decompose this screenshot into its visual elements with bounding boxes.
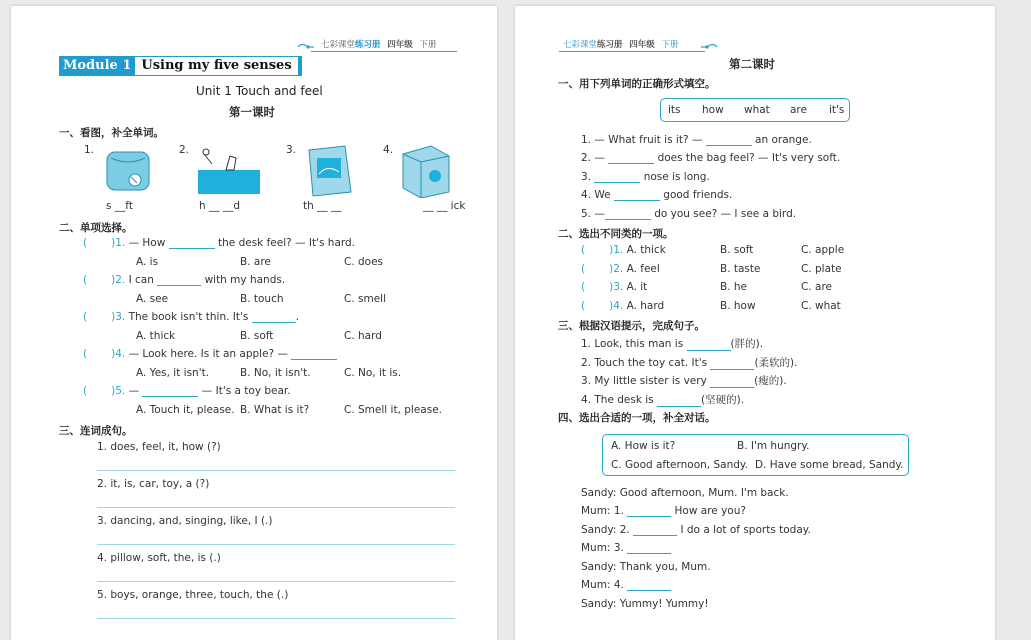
pic3-word: th __ __ [303,200,342,212]
r-section2-title: 二、选出不同类的一项。 [558,228,674,240]
word-bank-its: its [668,104,681,116]
pillow-icon [101,144,157,196]
right-page [515,6,995,640]
choice-question-3: ( )3. The book isn't thin. It's . [83,311,300,323]
word-bank-how: how [702,104,724,116]
r-section4-title: 四、选出合适的一项，补全对话。 [558,412,716,424]
q3-option-b: B. soft [240,330,274,342]
dialog-line-6: Mum: 4. [581,579,671,591]
odd2-option-c: C. plate [801,263,842,275]
q1-option-c: C. does [344,256,384,268]
module-banner [59,56,302,76]
q2-option-a: A. see [136,293,169,305]
r-section3-title: 三、根据汉语提示，完成句子。 [558,320,705,332]
pic4-word: __ __ ick [423,200,466,212]
q3-option-a: A. thick [136,330,176,342]
dialog-line-3: Sandy: 2. I do a lot of sports today. [581,524,811,536]
q2-option-b: B. touch [240,293,284,305]
module-label: Module 1 [63,58,132,73]
q5-option-a: A. Touch it, please. [136,404,235,416]
q1-option-a: A. is [136,256,159,268]
fill-item-2: 2. — does the bag feel? — It's very soft. [581,152,841,164]
reorder-item-4: 4. pillow, soft, the, is (.) [97,552,221,564]
module-title: Using my five senses [135,56,297,75]
hard-picture [196,146,262,198]
odd-item-1: ( )1. A. thick [581,244,666,256]
hand-on-surface-icon [196,146,262,196]
dialog-option-a: A. How is it? [611,440,676,452]
dialog-option-b: B. I'm hungry. [737,440,810,452]
dialog-line-7: Sandy: Yummy! Yummy! [581,598,709,610]
r-section1-title: 一、用下列单词的正确形式填空。 [558,78,716,90]
fill-item-3: 3. nose is long. [581,171,710,183]
odd4-option-c: C. what [801,300,841,312]
choice-question-4: ( )4. — Look here. Is it an apple? — [83,348,337,360]
q3-option-c: C. hard [344,330,382,342]
pic1-number: 1. [84,144,95,156]
q5-option-c: C. Smell it, please. [344,404,442,416]
answer-line-2[interactable] [97,507,455,508]
hint-item-4: 4. The desk is (坚硬的). [581,394,745,406]
dialog-line-1: Sandy: Good afternoon, Mum. I'm back. [581,487,789,499]
fill-item-5: 5. — do you see? — I see a bird. [581,208,797,220]
odd3-option-b: B. he [720,281,747,293]
q5-option-b: B. What is it? [240,404,310,416]
choice-question-5: ( )5. — — It's a toy bear. [83,385,291,397]
dialog-line-4: Mum: 3. [581,542,671,554]
unit-title: Unit 1 Touch and feel [196,84,323,98]
dialog-line-2: Mum: 1. How are you? [581,505,746,517]
choice-question-1: ( )1. — How the desk feel? — It's hard. [83,237,356,249]
pic1-word: s __ft [106,200,133,212]
reorder-item-3: 3. dancing, and, singing, like, I (.) [97,515,273,527]
odd2-option-b: B. taste [720,263,761,275]
left-page [11,6,497,640]
reorder-item-2: 2. it, is, car, toy, a (?) [97,478,210,490]
lesson-title-2: 第二课时 [729,57,775,71]
section1-title: 一、看图，补全单词。 [59,127,164,139]
thin-picture [303,144,359,196]
odd-item-3: ( )3. A. it [581,281,648,293]
q1-option-b: B. are [240,256,271,268]
odd-item-4: ( )4. A. hard [581,300,665,312]
thick-book-icon [399,142,455,198]
reorder-item-1: 1. does, feel, it, how (?) [97,441,221,453]
section2-title: 二、单项选择。 [59,222,133,234]
word-bank-its-contraction: it's [829,104,845,116]
odd1-option-b: B. soft [720,244,754,256]
odd-item-2: ( )2. A. feel [581,263,660,275]
word-bank-are: are [790,104,807,116]
fill-item-4: 4. We good friends. [581,189,733,201]
odd4-option-b: B. how [720,300,756,312]
hint-item-1: 1. Look, this man is (胖的). [581,338,764,350]
header-underline [311,51,457,52]
hint-item-2: 2. Touch the toy cat. It's (柔软的). [581,357,798,369]
page-header-right: 七彩课堂练习册 四年级 下册 [563,40,679,50]
reorder-item-5: 5. boys, orange, three, touch, the (.) [97,589,289,601]
q4-option-c: C. No, it is. [344,367,402,379]
thin-book-icon [303,144,359,198]
pic3-number: 3. [286,144,297,156]
choice-question-2: ( )2. I can with my hands. [83,274,286,286]
answer-line-1[interactable] [97,470,455,471]
header-underline [559,51,705,52]
section3-title: 三、连词成句。 [59,425,133,437]
hint-item-3: 3. My little sister is very (瘦的). [581,375,787,387]
answer-line-4[interactable] [97,581,455,582]
word-bank-what: what [744,104,770,116]
dialog-line-5: Sandy: Thank you, Mum. [581,561,711,573]
dialog-option-c: C. Good afternoon, Sandy. [611,459,748,471]
pic2-number: 2. [179,144,190,156]
dialog-option-d: D. Have some bread, Sandy. [755,459,904,471]
page-header: 七彩课堂练习册 四年级 下册 [321,40,437,50]
pic4-number: 4. [383,144,394,156]
q4-option-a: A. Yes, it isn't. [136,367,210,379]
fill-item-1: 1. — What fruit is it? — an orange. [581,134,812,146]
pic2-word: h __ __d [199,200,240,212]
pillow-picture [101,144,157,196]
q2-option-c: C. smell [344,293,386,305]
q4-option-b: B. No, it isn't. [240,367,311,379]
answer-line-5[interactable] [97,618,455,619]
odd3-option-c: C. are [801,281,832,293]
answer-line-3[interactable] [97,544,455,545]
lesson-title: 第一课时 [229,105,275,119]
odd1-option-c: C. apple [801,244,845,256]
thick-picture [399,142,455,194]
